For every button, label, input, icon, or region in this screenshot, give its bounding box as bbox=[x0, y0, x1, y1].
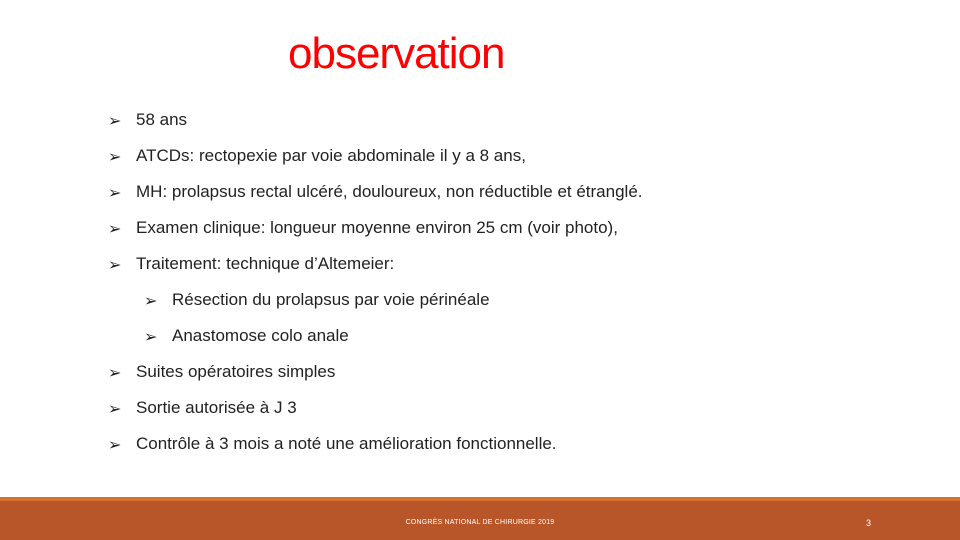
footer-conference-label: CONGRÈS NATIONAL DE CHIRURGIE 2019 bbox=[405, 519, 555, 526]
bullet-item bbox=[144, 288, 490, 312]
bullet-text: Résection du prolapsus par voie périnéale bbox=[172, 290, 490, 309]
bullet-text: MH: prolapsus rectal ulcéré, douloureux, non réductible et étranglé. bbox=[136, 182, 643, 201]
arrow-bullet-icon: ➢ bbox=[108, 218, 122, 238]
bullet-text: Sortie autorisée à J 3 bbox=[136, 398, 297, 417]
arrow-bullet-icon: ➢ bbox=[108, 146, 122, 166]
bullet-item bbox=[108, 432, 557, 456]
bullet-item bbox=[108, 216, 618, 240]
bullet-text: Suites opératoires simples bbox=[136, 362, 336, 381]
bullet-item bbox=[108, 108, 187, 132]
arrow-bullet-icon: ➢ bbox=[108, 434, 122, 454]
slide-title: observation bbox=[288, 29, 505, 78]
bullet-text: Contrôle à 3 mois a noté une amélioration fonctionnelle. bbox=[136, 434, 557, 453]
bullet-item bbox=[108, 252, 394, 276]
bullet-text: Traitement: technique d’Altemeier: bbox=[136, 254, 395, 273]
bullet-text: Anastomose colo anale bbox=[172, 326, 349, 345]
footer-accent-line bbox=[0, 497, 960, 501]
arrow-bullet-icon: ➢ bbox=[108, 362, 122, 382]
arrow-bullet-icon: ➢ bbox=[108, 110, 122, 130]
arrow-bullet-icon: ➢ bbox=[144, 290, 158, 310]
page-number: 3 bbox=[866, 518, 872, 528]
arrow-bullet-icon: ➢ bbox=[108, 182, 122, 202]
arrow-bullet-icon: ➢ bbox=[108, 398, 122, 418]
bullet-item bbox=[108, 180, 643, 204]
bullet-item bbox=[108, 396, 297, 420]
bullet-text: Examen clinique: longueur moyenne environ 25 cm (voir photo), bbox=[136, 218, 618, 237]
arrow-bullet-icon: ➢ bbox=[108, 254, 122, 274]
bullet-text: ATCDs: rectopexie par voie abdominale il y a 8 ans, bbox=[136, 146, 526, 165]
bullet-item bbox=[108, 360, 335, 384]
bullet-item bbox=[144, 324, 349, 348]
footer-bar bbox=[0, 497, 960, 540]
bullet-item bbox=[108, 144, 526, 168]
arrow-bullet-icon: ➢ bbox=[144, 326, 158, 346]
bullet-text: 58 ans bbox=[136, 110, 188, 129]
